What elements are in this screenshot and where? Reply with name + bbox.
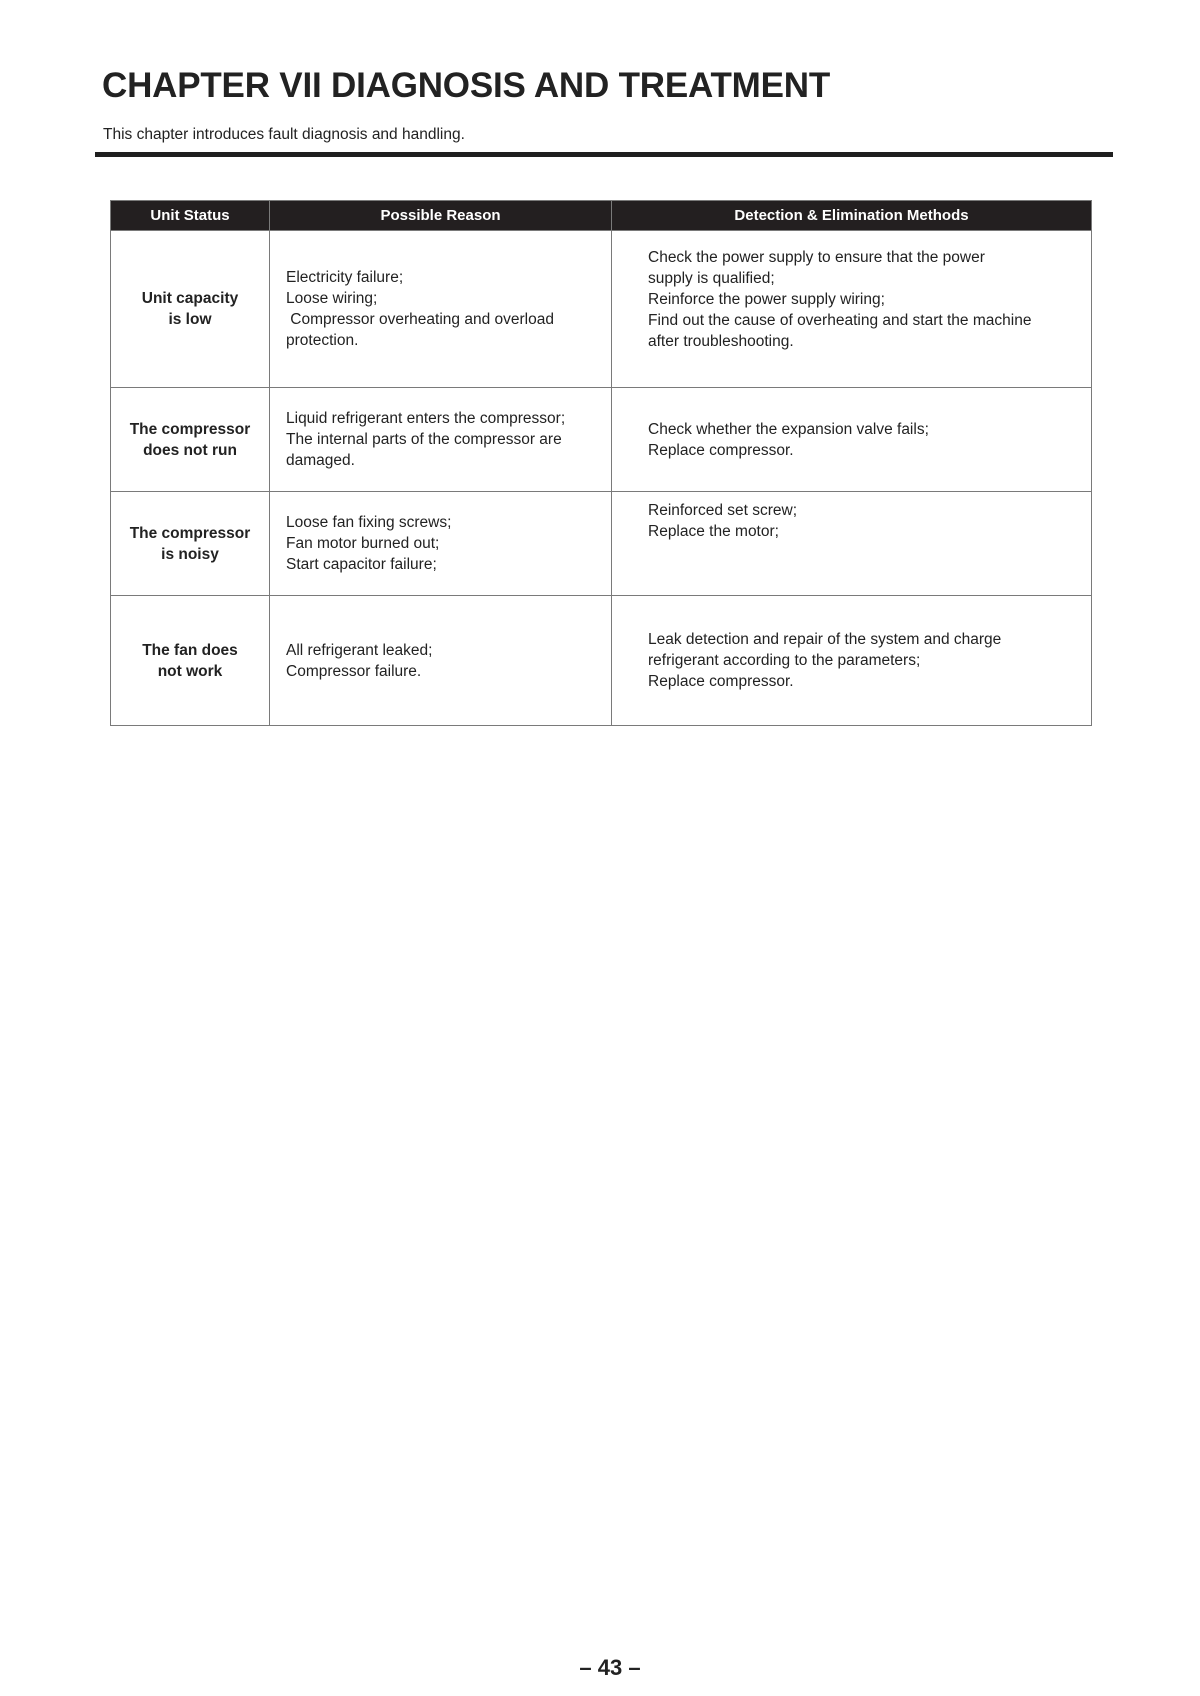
method-line: after troubleshooting. bbox=[648, 332, 794, 350]
status-line: The fan does bbox=[142, 641, 238, 659]
status-line: Unit capacity bbox=[141, 290, 239, 307]
method-line: Replace compressor. bbox=[648, 441, 794, 459]
page-number: – 43 – bbox=[579, 1655, 641, 1680]
table-row bbox=[111, 231, 1092, 388]
column-header-unit-status: Unit Status bbox=[111, 201, 270, 231]
reason-line: Compressor overheating and overload bbox=[286, 311, 554, 328]
reason-line: Compressor failure. bbox=[286, 662, 422, 680]
method-line: refrigerant according to the parameters; bbox=[648, 652, 921, 669]
reason-line: The internal parts of the compressor are bbox=[286, 431, 562, 448]
possible-reason-cell bbox=[270, 388, 612, 492]
possible-reason-cell bbox=[270, 231, 612, 388]
diagnosis-table bbox=[110, 200, 1092, 726]
unit-status-cell bbox=[111, 492, 270, 596]
reason-line: Start capacitor failure; bbox=[286, 556, 437, 573]
status-line: not work bbox=[157, 662, 223, 680]
unit-status-cell bbox=[111, 596, 270, 726]
method-line: supply is qualified; bbox=[648, 269, 775, 287]
method-line: Reinforce the power supply wiring; bbox=[648, 290, 885, 308]
possible-reason-cell bbox=[270, 596, 612, 726]
table-row bbox=[111, 596, 1092, 726]
reason-line: Loose fan fixing screws; bbox=[286, 514, 452, 531]
method-line: Check the power supply to ensure that the power bbox=[648, 248, 985, 266]
status-line: is low bbox=[168, 311, 212, 328]
reason-line: protection. bbox=[286, 332, 359, 349]
detection-method-cell bbox=[612, 231, 1092, 388]
detection-method-cell bbox=[612, 388, 1092, 492]
column-header-possible-reason: Possible Reason bbox=[270, 201, 612, 231]
possible-reason-cell bbox=[270, 492, 612, 596]
detection-method-cell bbox=[612, 492, 1092, 596]
method-line: Leak detection and repair of the system and charge bbox=[648, 631, 1002, 648]
column-header-detection-methods: Detection & Elimination Methods bbox=[612, 201, 1092, 231]
method-line: Check whether the expansion valve fails; bbox=[648, 420, 929, 438]
page-title: CHAPTER VII DIAGNOSIS AND TREATMENT bbox=[102, 66, 831, 105]
status-line: The compressor bbox=[129, 420, 251, 438]
status-line: is noisy bbox=[161, 545, 219, 563]
status-line: does not run bbox=[143, 441, 237, 459]
reason-line: All refrigerant leaked; bbox=[286, 641, 433, 659]
table-row bbox=[111, 388, 1092, 492]
method-line: Replace the motor; bbox=[648, 523, 779, 540]
reason-line: damaged. bbox=[286, 452, 355, 469]
reason-line: Fan motor burned out; bbox=[286, 535, 440, 552]
unit-status-cell bbox=[111, 231, 270, 388]
reason-line: Loose wiring; bbox=[286, 290, 378, 307]
reason-line: Liquid refrigerant enters the compressor; bbox=[286, 410, 566, 427]
title-divider bbox=[95, 152, 1113, 157]
detection-method-cell bbox=[612, 596, 1092, 726]
method-line: Find out the cause of overheating and start the machine bbox=[648, 311, 1032, 329]
method-line: Replace compressor. bbox=[648, 673, 794, 690]
reason-line: Electricity failure; bbox=[286, 269, 404, 286]
table-row bbox=[111, 492, 1092, 596]
table-header-row bbox=[111, 201, 1092, 231]
unit-status-cell bbox=[111, 388, 270, 492]
page-subtitle: This chapter introduces fault diagnosis and handling. bbox=[103, 126, 465, 143]
status-line: The compressor bbox=[129, 524, 251, 542]
method-line: Reinforced set screw; bbox=[648, 502, 798, 519]
